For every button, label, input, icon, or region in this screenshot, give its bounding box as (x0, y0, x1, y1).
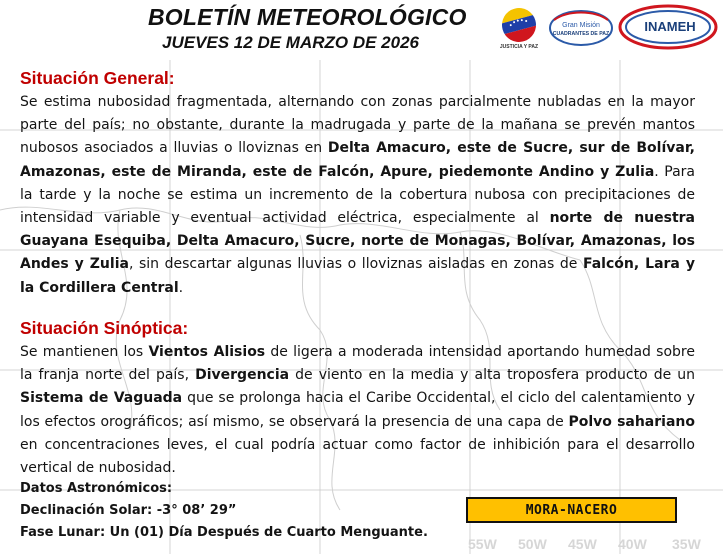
bulletin-title: BOLETÍN METEOROLÓGICO (148, 4, 467, 30)
text-segment: de viento en la media y alta troposfera producto de un (289, 367, 695, 384)
bold-regions: Falcón, Lara y la Cordillera Central (20, 256, 695, 296)
inameh-logo-text: INAMEH (644, 19, 696, 34)
justicia-logo-text: JUSTICIA Y PAZ (499, 44, 539, 50)
astro-title: Datos Astronómicos: (20, 481, 173, 496)
map-label: 50W (518, 536, 547, 552)
solar-declination: Declinación Solar: -3° 08’ 29” (20, 503, 237, 518)
text-segment: Se mantienen los (20, 344, 149, 360)
bold-term: Sistema de Vaguada (20, 390, 183, 407)
author-badge: MORA-NACERO (466, 497, 677, 523)
bold-term: Vientos Alisios (148, 344, 266, 360)
general-heading: Situación General: (20, 68, 175, 88)
text-segment: de ligera a moderada intensidad aportando humedad sobre la franja norte del país, (20, 344, 695, 384)
sinoptica-paragraph (20, 341, 695, 480)
text-segment: . Para la tarde y la noche se estima un incremento de la cobertura nubosa con precipitaciones de intensidad variable y eventual actividad eléctrica, especialmente al (20, 163, 695, 227)
gran-mision-line1: Gran Misión (562, 22, 600, 29)
map-label: 55W (468, 536, 497, 552)
text-segment: . (178, 279, 184, 296)
general-paragraph (20, 91, 695, 300)
text-segment: Se estima nubosidad fragmentada, alternando con zonas parcialmente nubladas en la mayor parte del país; no obstante, durante la madrugada y parte de la mañana se prevén mantos nubosos asociados a lluvias o lloviznas en (20, 94, 695, 157)
map-label: 45W (568, 536, 597, 552)
map-label: 35W (672, 536, 701, 552)
bold-regions: norte de nuestra Guayana Esequiba, Delta Amacuro, Sucre, norte de Monagas, Bolívar, Amazonas, los Andes y Zulia (20, 210, 696, 273)
gran-mision-line2: CUADRANTES DE PAZ (552, 31, 610, 37)
map-label: 40W (618, 536, 647, 552)
bold-regions: Delta Amacuro, este de Sucre, sur de Bolívar, Amazonas, este de Miranda, este de Falcón, Apure, piedemonte Andino y Zulia (20, 140, 696, 180)
bold-term: Polvo sahariano (568, 413, 695, 430)
sinoptica-heading: Situación Sinóptica: (20, 318, 189, 338)
astro-data (20, 478, 428, 544)
bulletin-date: JUEVES 12 DE MARZO DE 2026 (162, 33, 419, 52)
text-segment: en concentraciones leves, el cual podría actuar como factor de inhibición para el desarrollo vertical de nubosidad. (20, 436, 695, 477)
text-segment: que se prolonga hacia el Caribe Occidental, el ciclo del calentamiento y los efectos orográficos; así mismo, se observará la presencia de una capa de (20, 390, 695, 430)
bold-term: Divergencia (195, 367, 290, 384)
text-segment: , sin descartar algunas lluvias o lloviznas aisladas en zonas de (128, 256, 583, 273)
lunar-phase: Fase Lunar: Un (01) Día Después de Cuarto Menguante. (20, 525, 428, 540)
